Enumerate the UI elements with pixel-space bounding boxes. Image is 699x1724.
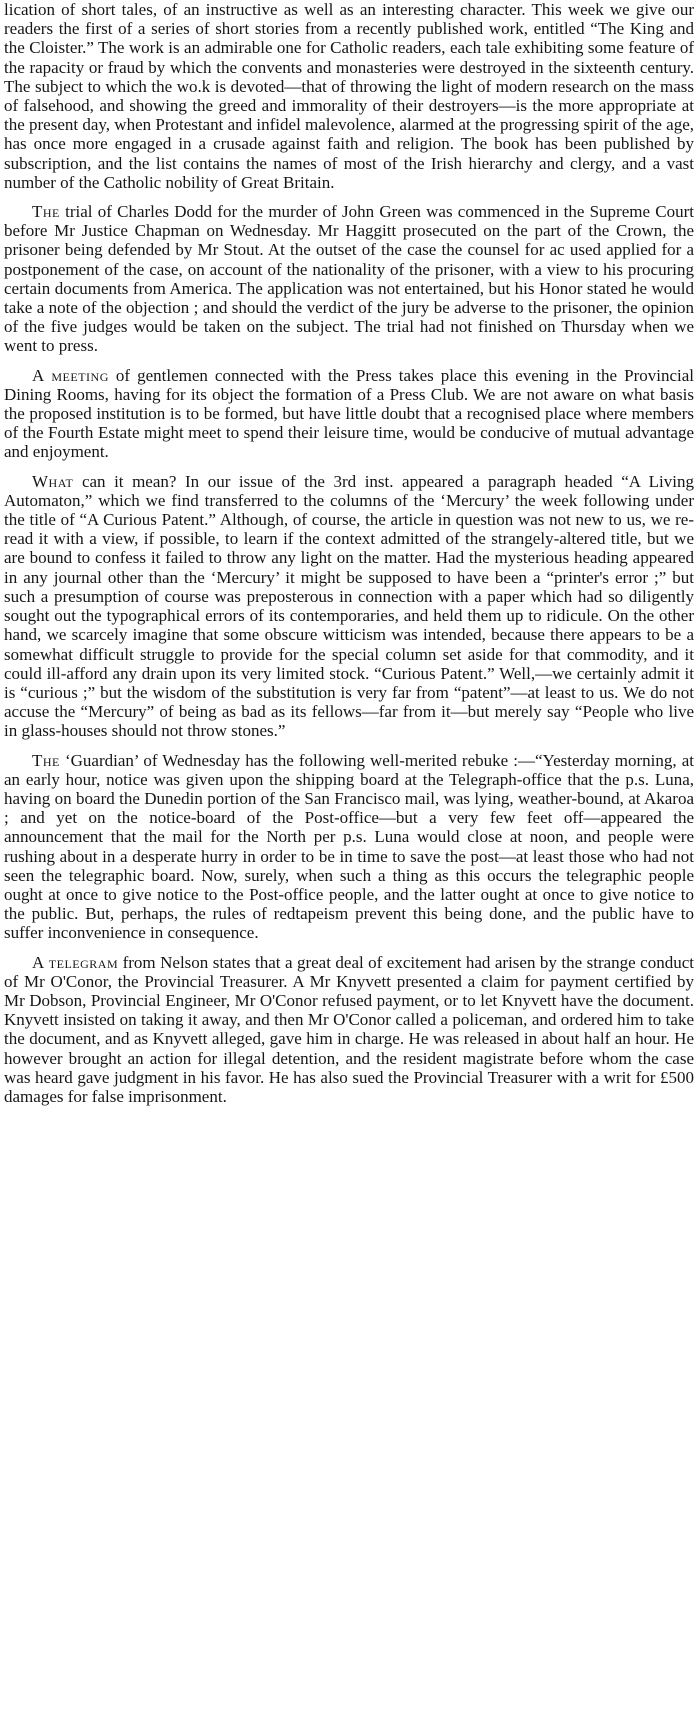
paragraph-text: lication of short tales, of an instructive as well as an interesting character. This week we give our readers the first of a series of short stories from a recently published work, entitled “The King and the Cloister.” The work is an admirable one for Catholic readers, each tale exhibiting some feature of the rapacity or fraud by which the convents and monasteries were destroyed in the sixteenth century. The subject to which the wo.k is devoted—that of throwing the light of modern research on the mass of falsehood, and showing the greed and immorality of their destroyers—is the more appropriate at the present day, when Protestant and infidel malevolence, alarmed at the progressing spirit of the age, has once more engaged in a crusade against faith and religion. The book has been published by subscription, and the list contains the names of most of the Irish hierarchy and clergy, and a vast number of the Catholic nobility of Great Britain. xyxy=(4,0,695,192)
paragraph-curious-patent xyxy=(4,472,694,741)
paragraph-guardian-rebuke xyxy=(4,751,694,943)
article-column xyxy=(4,0,694,1106)
paragraph-lead: The xyxy=(32,750,60,770)
paragraph-text: of gentlemen connected with the Press takes place this evening in the Provincial Dining Rooms, having for its object the formation of a Press Club. We are not aware on what basis the proposed institution is to be formed, but have little doubt that a recognised place where members of the Fourth Estate might meet to spend their leisure time, would be conducive of mutual advantage and enjoyment. xyxy=(4,365,694,462)
paragraph-text: can it mean? In our issue of the 3rd inst. appeared a paragraph headed “A Living Automaton,” which we find transferred to the columns of the ‘Mercury’ the week following under the title of “A Curious Patent.” Although, of course, the article in question was not new to us, we re-read it with a view, if possible, to learn if the context admitted of the strangely-altered title, but we are bound to confess it failed to throw any light on the matter. Had the mysterious heading appeared in any journal other than the ‘Mercury’ it might be supposed to have been a “printer's error ;” but such a presumption of course was preposterous in connection with a paper which had so diligently sought out the typographical errors of its contemporaries, and held them up to ridicule. On the other hand, we scarcely imagine that some obscure witticism was intended, because there appears to be a somewhat difficult struggle to provide for the special column set aside for that commodity, and it could ill-afford any drain upon its very limited stock. “Curious Patent.” Well,—we certainly admit it is “curious ;” but the wisdom of the substitution is very far from “patent”—at least to us. We do not accuse the “Mercury” of being as bad as its fellows—far from it—but merely say “People who live in glass-houses should not throw stones.” xyxy=(4,471,694,741)
paragraph-text: ‘Guardian’ of Wednesday has the following well-merited rebuke :—“Yesterday morning, at an early hour, notice was given upon the shipping board at the Telegraph-office that the p.s. Luna, having on board the Dunedin portion of the San Francisco mail, was lying, weather-bound, at Akaroa ; and yet on the notice-board of the Post-office—but a very few feet off—appeared the announcement that the mail for the North per p.s. Luna would close at noon, and people were rushing about in a desperate hurry in order to be in time to save the post—at least those who had not seen the telegraphic board. Now, surely, when such a thing as this occurs the telegraphic people ought at once to give notice to the Post-office people, and the latter ought at once to give notice to the public. But, perhaps, the rules of redtapeism prevent this being done, and the public have to suffer inconvenience in consequence. xyxy=(4,750,694,943)
paragraph-lead: What xyxy=(32,471,74,491)
paragraph-lead: The xyxy=(32,202,60,222)
paragraph-cloister-book xyxy=(4,0,694,192)
paragraph-text: from Nelson states that a great deal of excitement had arisen by the strange conduct of Mr O'Conor, the Provincial Treasurer. A Mr Knyvett presented a claim for payment certified by Mr Dobson, Provincial Engineer, Mr O'Conor refused payment, or to let Knyvett have the document. Knyvett insisted on taking it away, and then Mr O'Conor called a policeman, and ordered him to take the document, and as Knyvett alleged, gave him in charge. He was released in about half an hour. He however brought an action for illegal detention, and the resident magistrate before whom the case was heard gave judgment in his favor. He has also sued the Provincial Treasurer with a writ for £500 damages for false imprisonment. xyxy=(4,952,694,1106)
paragraph-lead: A meeting xyxy=(32,365,109,385)
paragraph-nelson-telegram xyxy=(4,953,694,1107)
paragraph-lead: A telegram xyxy=(32,952,119,972)
paragraph-text: trial of Charles Dodd for the murder of John Green was commenced in the Supreme Court before Mr Justice Chapman on Wednesday. Mr Haggitt prosecuted on the part of the Crown, the prisoner being defended by Mr Stout. At the outset of the case the counsel for ac used applied for a postponement of the case, on account of the nationality of the prisoner, with a view to his procuring certain documents from America. The application was not entertained, but his Honor stated he would take a note of the objection ; and should the verdict of the jury be adverse to the prisoner, the opinion of the five judges would be taken on the subject. The trial had not finished on Thursday when we went to press. xyxy=(4,202,694,356)
paragraph-dodd-trial xyxy=(4,202,694,356)
paragraph-press-club xyxy=(4,366,694,462)
